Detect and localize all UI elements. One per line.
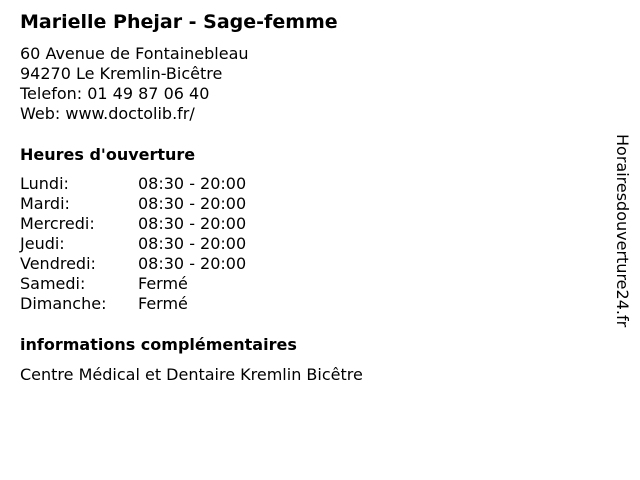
website: Web: www.doctolib.fr/	[20, 104, 195, 123]
day-label: Vendredi:	[20, 254, 96, 273]
watermark-text: Horairesdouverture24.fr	[613, 134, 632, 328]
street-address: 60 Avenue de Fontainebleau	[20, 44, 249, 63]
time-value: Fermé	[138, 294, 188, 313]
additional-info-text: Centre Médical et Dentaire Kremlin Bicêtre	[20, 365, 363, 384]
day-label: Jeudi:	[20, 234, 65, 253]
page-title: Marielle Phejar - Sage-femme	[20, 11, 338, 33]
site-watermark	[612, 134, 632, 370]
time-value: 08:30 - 20:00	[138, 214, 247, 233]
time-value: 08:30 - 20:00	[138, 174, 247, 193]
opening-hours-heading: Heures d'ouverture	[20, 145, 196, 164]
address-block	[20, 44, 249, 124]
city-address: 94270 Le Kremlin-Bicêtre	[20, 64, 223, 83]
day-label: Dimanche:	[20, 294, 107, 313]
day-label: Mercredi:	[20, 214, 95, 233]
day-label: Samedi:	[20, 274, 86, 293]
time-value: Fermé	[138, 274, 188, 293]
time-value: 08:30 - 20:00	[138, 194, 247, 213]
additional-info-heading: informations complémentaires	[20, 335, 297, 354]
day-label: Lundi:	[20, 174, 69, 193]
phone-number: Telefon: 01 49 87 06 40	[20, 84, 210, 103]
time-value: 08:30 - 20:00	[138, 234, 247, 253]
time-value: 08:30 - 20:00	[138, 254, 247, 273]
day-label: Mardi:	[20, 194, 70, 213]
